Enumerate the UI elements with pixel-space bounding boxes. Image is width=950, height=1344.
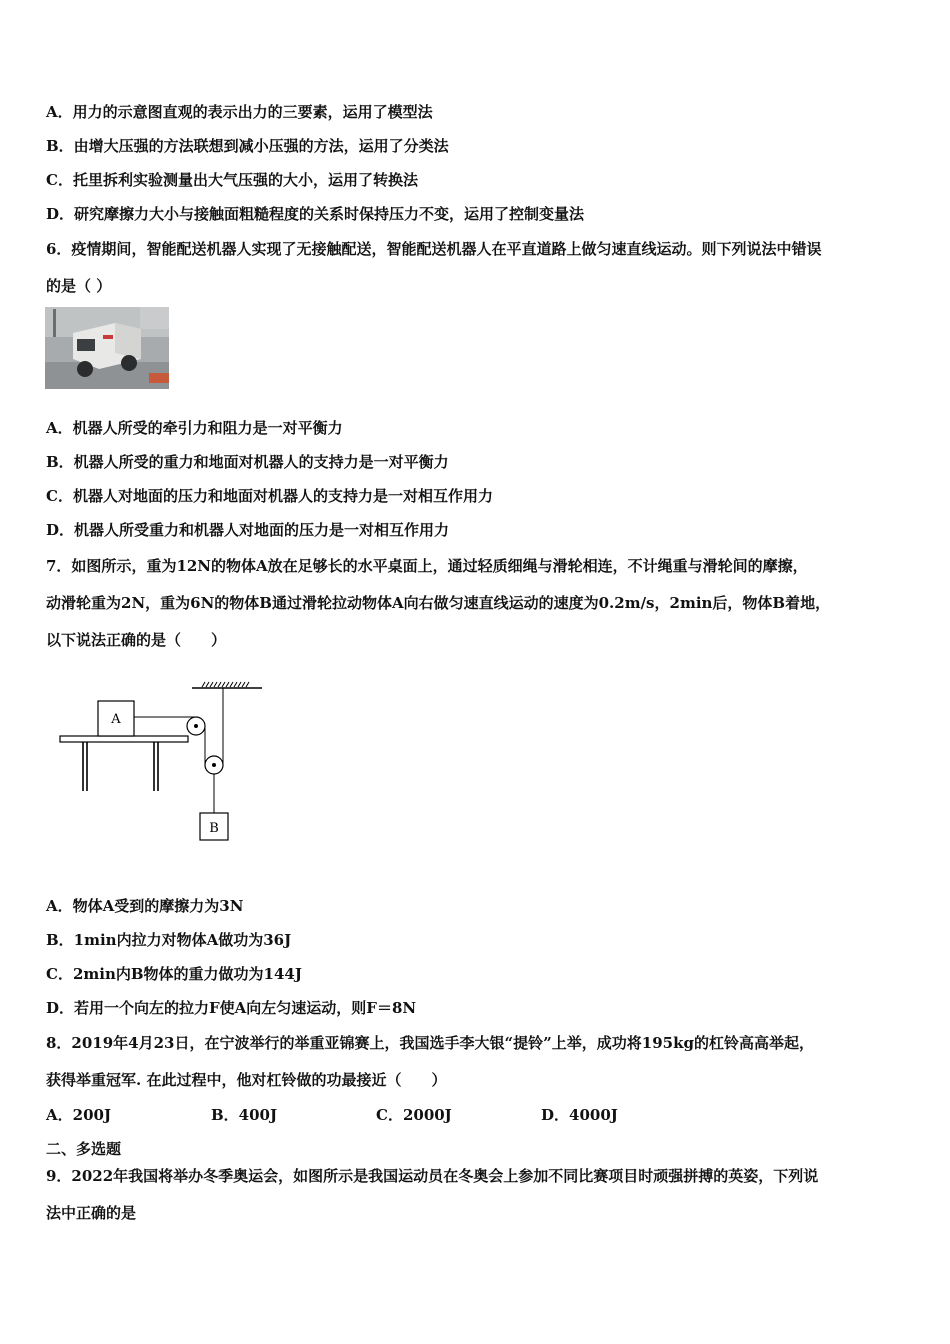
q8-option-b: B．400J — [211, 1106, 278, 1124]
q8-option-a: A．200J — [46, 1106, 112, 1124]
q8-stem-line2: 获得举重冠军. 在此过程中，他对杠铃做的功最接近（ ） — [46, 1071, 447, 1089]
q8-option-d: D．4000J — [541, 1106, 618, 1124]
q9-stem-line2: 法中正确的是 — [46, 1204, 137, 1222]
q6-stem-line1: 6．疫情期间，智能配送机器人实现了无接触配送，智能配送机器人在平直道路上做匀速直线运动。则下列说法中错误 — [46, 240, 822, 258]
q7-option-a: A．物体A受到的摩擦力为3N — [46, 897, 244, 915]
q5-option-a: A．用力的示意图直观的表示出力的三要素，运用了模型法 — [46, 103, 433, 121]
block-a-label: A — [111, 712, 121, 727]
q7-option-b: B．1min内拉力对物体A做功为36J — [46, 931, 292, 949]
q5-option-c: C．托里拆利实验测量出大气压强的大小，运用了转换法 — [46, 171, 418, 189]
q9-stem-line1: 9．2022年我国将举办冬季奥运会，如图所示是我国运动员在冬奥会上参加不同比赛项目时顽强拼搏的英姿，下列说 — [46, 1167, 819, 1185]
q7-stem-line3: 以下说法正确的是（ ） — [46, 631, 227, 649]
q8-option-c: C．2000J — [376, 1106, 452, 1124]
q6-option-b: B．机器人所受的重力和地面对机器人的支持力是一对平衡力 — [46, 453, 449, 471]
q6-option-d: D．机器人所受重力和机器人对地面的压力是一对相互作用力 — [46, 521, 450, 539]
q7-option-d: D．若用一个向左的拉力F使A向左匀速运动，则F＝8N — [46, 999, 417, 1017]
q6-option-c: C．机器人对地面的压力和地面对机器人的支持力是一对相互作用力 — [46, 487, 493, 505]
block-b-label: B — [209, 821, 219, 836]
q5-option-d: D．研究摩擦力大小与接触面粗糙程度的关系时保持压力不变，运用了控制变量法 — [46, 205, 585, 223]
q7-stem-line2: 动滑轮重为2N，重为6N的物体B通过滑轮拉动物体A向右做匀速直线运动的速度为0.2m/s，2min后，物体B着地， — [46, 594, 831, 612]
q6-stem-line2: 的是（ ） — [46, 277, 112, 295]
pulley-diagram — [55, 675, 270, 849]
section-title: 二、多选题 — [46, 1140, 122, 1158]
q6-option-a: A．机器人所受的牵引力和阻力是一对平衡力 — [46, 419, 343, 437]
q5-option-b: B．由增大压强的方法联想到减小压强的方法，运用了分类法 — [46, 137, 449, 155]
q7-stem-line1: 7．如图所示，重为12N的物体A放在足够长的水平桌面上，通过轻质细绳与滑轮相连，不计绳重与滑轮间的摩擦， — [46, 557, 808, 575]
delivery-robot-photo — [45, 307, 169, 389]
q8-stem-line1: 8．2019年4月23日，在宁波举行的举重亚锦赛上，我国选手李大银“提铃”上举，成功将195kg的杠铃高高举起， — [46, 1034, 814, 1052]
q7-option-c: C．2min内B物体的重力做功为144J — [46, 965, 302, 983]
